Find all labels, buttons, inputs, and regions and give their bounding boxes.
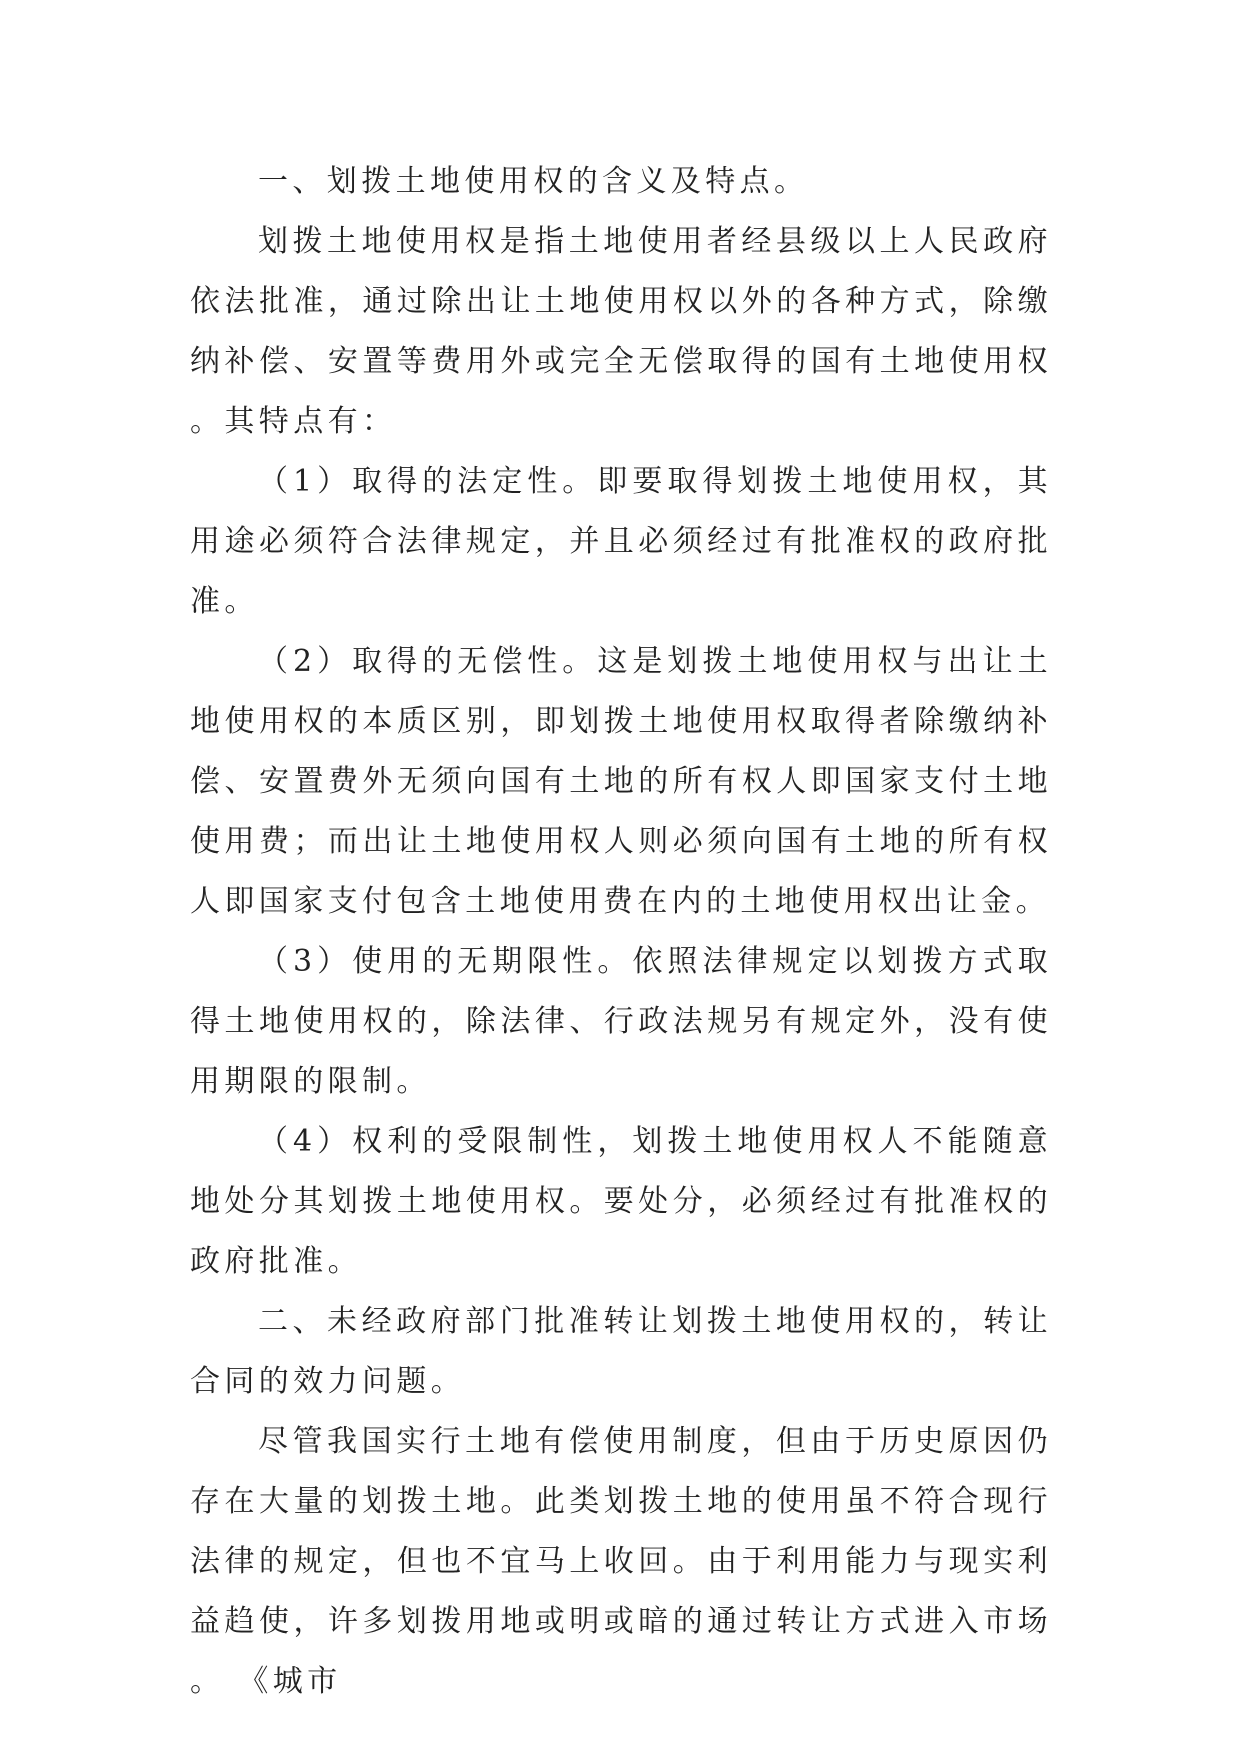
list-item-1: （1）取得的法定性。即要取得划拨土地使用权，其用途必须符合法律规定，并且必须经过有批准权的政府批准。 xyxy=(190,464,1052,619)
section-heading-1: 一、划拨土地使用权的含义及特点。 xyxy=(258,164,809,199)
paragraph-body: 尽管我国实行土地有偿使用制度，但由于历史原因仍存在大量的划拨土地。此类划拨土地的使用虽不符合现行法律的规定，但也不宜马上收回。由于利用能力与现实利益趋使，许多划拨用地或明或暗的通过转让方式进入市场。 《城市 xyxy=(190,1424,1052,1699)
list-item-3: （3）使用的无期限性。依照法律规定以划拨方式取得土地使用权的，除法律、行政法规另有规定外，没有使用期限的限制。 xyxy=(190,944,1052,1099)
paragraph-definition: 划拨土地使用权是指土地使用者经县级以上人民政府依法批准，通过除出让土地使用权以外的各种方式，除缴纳补偿、安置等费用外或完全无偿取得的国有土地使用权。其特点有： xyxy=(190,224,1052,439)
list-item-4: （4）权利的受限制性，划拨土地使用权人不能随意地处分其划拨土地使用权。要处分，必须经过有批准权的政府批准。 xyxy=(190,1124,1052,1279)
document-body xyxy=(190,152,1052,1712)
list-item-2: （2）取得的无偿性。这是划拨土地使用权与出让土地使用权的本质区别，即划拨土地使用权取得者除缴纳补偿、安置费外无须向国有土地的所有权人即国家支付土地使用费；而出让土地使用权人则必须向国有土地的所有权人即国家支付包含土地使用费在内的土地使用权出让金。 xyxy=(190,644,1052,919)
section-heading-2: 二、未经政府部门批准转让划拨土地使用权的，转让合同的效力问题。 xyxy=(190,1304,1052,1399)
